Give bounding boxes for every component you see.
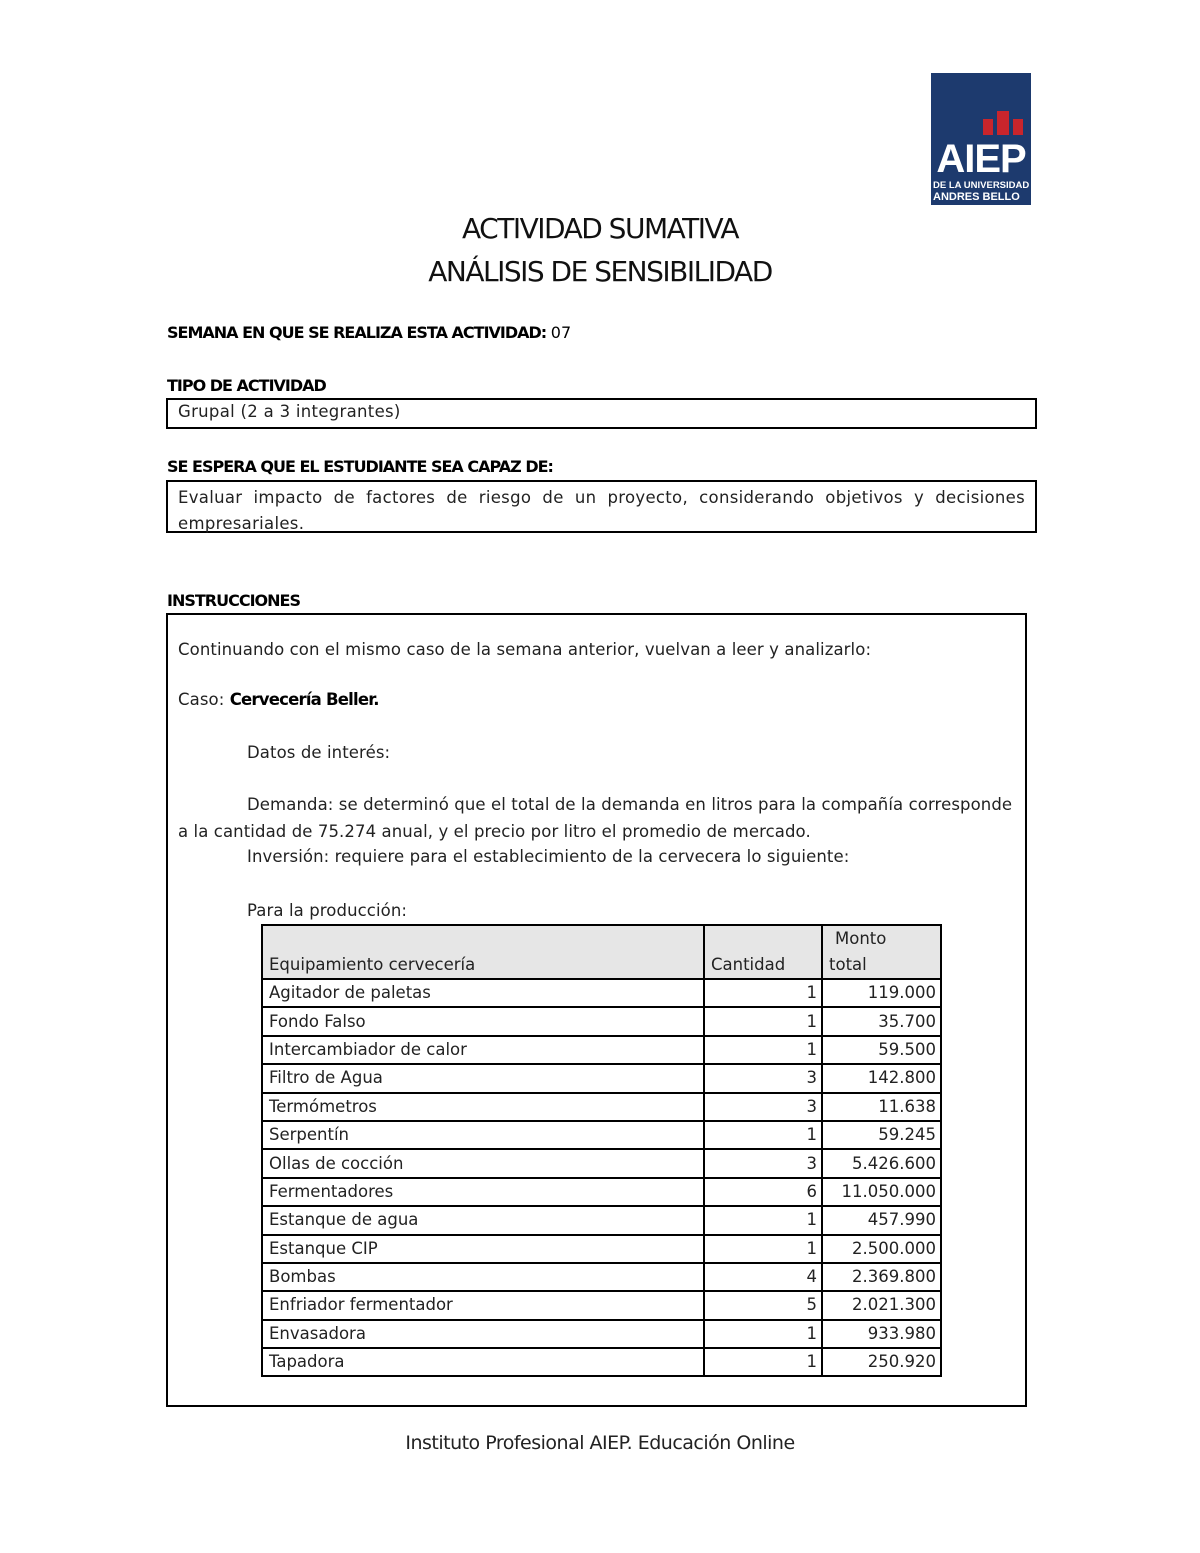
table-row xyxy=(262,1093,941,1121)
table-row xyxy=(262,1149,941,1177)
quantity-cell: 1 xyxy=(704,1206,822,1234)
amount-cell: 59.500 xyxy=(822,1036,941,1064)
instructions-intro: Continuando con el mismo caso de la semana anterior, vuelvan a leer y analizarlo: xyxy=(178,640,872,659)
equipment-cell: Intercambiador de calor xyxy=(262,1036,704,1064)
investment-line: Inversión: requiere para el establecimiento de la cervecera lo siguiente: xyxy=(247,847,850,866)
table-row xyxy=(262,979,941,1007)
quantity-cell: 1 xyxy=(704,1036,822,1064)
quantity-cell: 4 xyxy=(704,1263,822,1291)
table-row xyxy=(262,1036,941,1064)
table-row xyxy=(262,1263,941,1291)
amount-cell: 142.800 xyxy=(822,1064,941,1092)
amount-cell: 5.426.600 xyxy=(822,1149,941,1177)
equipment-cell: Estanque de agua xyxy=(262,1206,704,1234)
equipment-cell: Agitador de paletas xyxy=(262,979,704,1007)
equipment-cell: Estanque CIP xyxy=(262,1235,704,1263)
logo-subtitle-2: ANDRES BELLO xyxy=(933,191,1020,203)
quantity-cell: 5 xyxy=(704,1291,822,1319)
demand-line-2: a la cantidad de 75.274 anual, y el precio por litro el promedio de mercado. xyxy=(178,822,811,841)
quantity-cell: 3 xyxy=(704,1093,822,1121)
equipment-cell: Ollas de cocción xyxy=(262,1149,704,1177)
amount-cell: 119.000 xyxy=(822,979,941,1007)
equipment-cell: Enfriador fermentador xyxy=(262,1291,704,1319)
table-row xyxy=(262,1348,941,1376)
table-row xyxy=(262,1235,941,1263)
week-label-text: SEMANA EN QUE SE REALIZA ESTA ACTIVIDAD: xyxy=(167,323,547,342)
logo-wordmark: AIEP xyxy=(936,137,1026,181)
equipment-cell: Filtro de Agua xyxy=(262,1064,704,1092)
equipment-cell: Bombas xyxy=(262,1263,704,1291)
header-equipment: Equipamiento cervecería xyxy=(262,925,704,979)
equipment-cell: Fondo Falso xyxy=(262,1007,704,1035)
expected-label: SE ESPERA QUE EL ESTUDIANTE SEA CAPAZ DE: xyxy=(167,457,553,476)
case-line xyxy=(178,690,379,709)
activity-type-box: Grupal (2 a 3 integrantes) xyxy=(166,398,1037,429)
week-label xyxy=(167,323,571,342)
aiep-logo xyxy=(931,73,1031,205)
amount-cell: 2.500.000 xyxy=(822,1235,941,1263)
amount-cell: 933.980 xyxy=(822,1320,941,1348)
table-row xyxy=(262,1178,941,1206)
equipment-cell: Fermentadores xyxy=(262,1178,704,1206)
header-amount-line1: Monto xyxy=(835,929,887,948)
table-row xyxy=(262,1121,941,1149)
page-footer: Instituto Profesional AIEP. Educación Online xyxy=(405,1432,795,1454)
expected-box: Evaluar impacto de factores de riesgo de un proyecto, considerando objetivos y decisiones empresariales. xyxy=(166,480,1037,533)
amount-cell: 11.638 xyxy=(822,1093,941,1121)
table-header-row xyxy=(262,925,941,979)
header-quantity: Cantidad xyxy=(704,925,822,979)
document-subtitle: ANÁLISIS DE SENSIBILIDAD xyxy=(428,255,772,288)
table-row xyxy=(262,1291,941,1319)
quantity-cell: 1 xyxy=(704,1235,822,1263)
document-title: ACTIVIDAD SUMATIVA xyxy=(462,212,738,245)
case-prefix: Caso: xyxy=(178,690,230,709)
header-amount xyxy=(822,925,941,979)
production-line: Para la producción: xyxy=(247,901,408,920)
quantity-cell: 1 xyxy=(704,1348,822,1376)
table-row xyxy=(262,1320,941,1348)
quantity-cell: 6 xyxy=(704,1178,822,1206)
demand-line-1: Demanda: se determinó que el total de la demanda en litros para la compañía corresponde xyxy=(247,795,1013,814)
equipment-table xyxy=(261,924,942,1377)
amount-cell: 2.369.800 xyxy=(822,1263,941,1291)
equipment-cell: Termómetros xyxy=(262,1093,704,1121)
week-value: 07 xyxy=(550,323,572,342)
data-header: Datos de interés: xyxy=(247,743,391,762)
equipment-cell: Serpentín xyxy=(262,1121,704,1149)
quantity-cell: 1 xyxy=(704,1121,822,1149)
amount-cell: 11.050.000 xyxy=(822,1178,941,1206)
case-name: Cervecería Beller. xyxy=(229,690,379,709)
activity-type-label: TIPO DE ACTIVIDAD xyxy=(167,376,326,395)
amount-cell: 457.990 xyxy=(822,1206,941,1234)
equipment-cell: Envasadora xyxy=(262,1320,704,1348)
amount-cell: 35.700 xyxy=(822,1007,941,1035)
quantity-cell: 3 xyxy=(704,1149,822,1177)
table-row xyxy=(262,1206,941,1234)
table-row xyxy=(262,1064,941,1092)
quantity-cell: 3 xyxy=(704,1064,822,1092)
quantity-cell: 1 xyxy=(704,1007,822,1035)
amount-cell: 59.245 xyxy=(822,1121,941,1149)
instructions-label: INSTRUCCIONES xyxy=(167,591,300,610)
logo-building-icon xyxy=(983,111,1027,135)
quantity-cell: 1 xyxy=(704,979,822,1007)
equipment-cell: Tapadora xyxy=(262,1348,704,1376)
header-amount-line2: total xyxy=(829,955,867,974)
quantity-cell: 1 xyxy=(704,1320,822,1348)
amount-cell: 250.920 xyxy=(822,1348,941,1376)
logo-subtitle-1: DE LA UNIVERSIDAD xyxy=(933,180,1030,191)
table-row xyxy=(262,1007,941,1035)
amount-cell: 2.021.300 xyxy=(822,1291,941,1319)
